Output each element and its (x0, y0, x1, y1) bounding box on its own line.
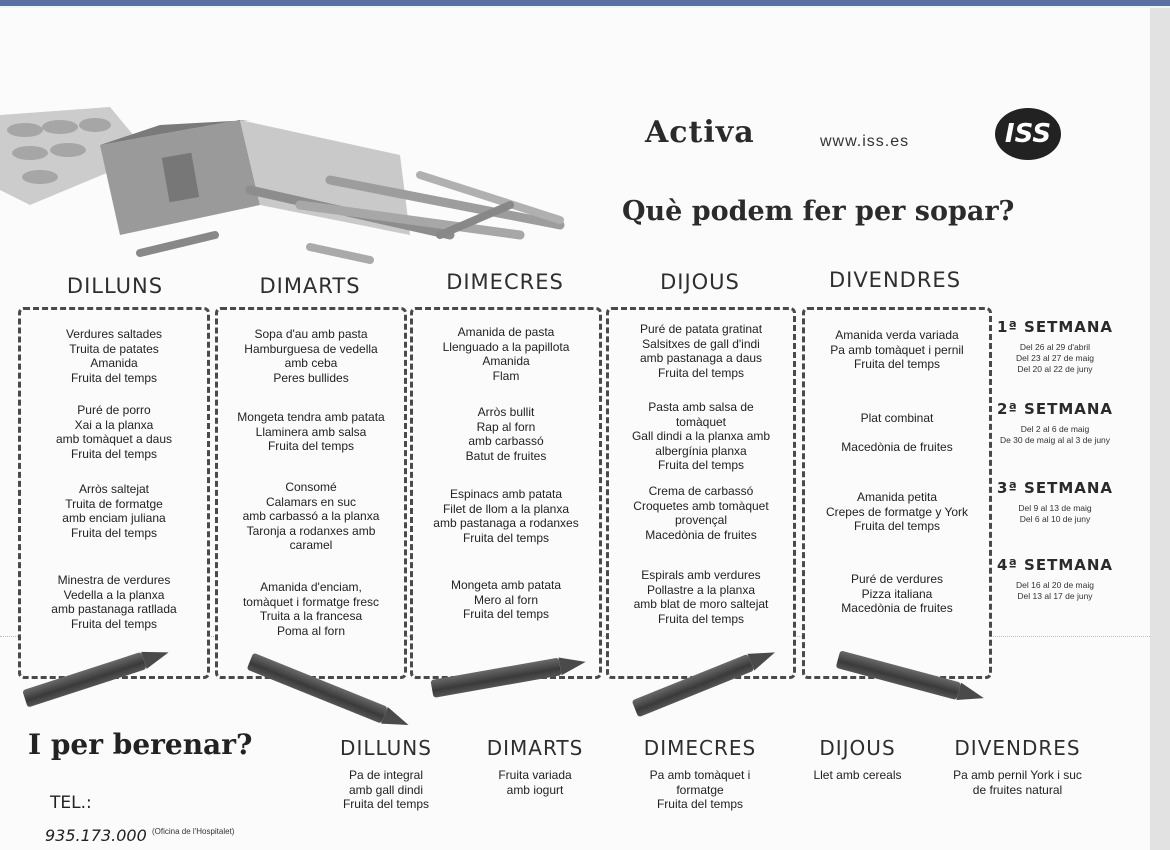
meal-item: Truita a la francesa (259, 609, 363, 623)
meal-block (413, 487, 599, 545)
meal-block (413, 325, 599, 383)
meal-item: Macedònia de fruites (645, 527, 757, 542)
meal-item: amb ceba (284, 356, 338, 370)
meal-item: albergínia planxa (655, 443, 747, 458)
meal-item: amb carbassó a la planxa (242, 509, 380, 523)
week-date-range: Del 2 al 6 de maig (1020, 424, 1090, 434)
meal-item: Pa amb tomàquet i pernil (830, 342, 964, 357)
meal-item: Rap al forn (476, 419, 536, 434)
meal-item: Pizza italiana (861, 586, 933, 601)
snack-column-dijous (800, 736, 915, 783)
meal-item: Amanida (90, 356, 138, 370)
snack-item: Pa amb pernil York i suc (953, 768, 1082, 782)
meal-item: Espinacs amb patata (449, 487, 563, 501)
snack-item: Fruita del temps (342, 797, 430, 811)
week-dates (995, 580, 1115, 602)
website-url: www.iss.es (820, 133, 910, 150)
week-title: 3ª SETMANA (996, 479, 1114, 497)
meal-item: Amanida verda variada (835, 328, 959, 342)
week-title: 1ª SETMANA (996, 318, 1114, 336)
snack-day-header: DILLUNS (340, 736, 432, 760)
meal-item: Fruita del temps (657, 365, 745, 380)
meal-item: Sopa d'au amb pasta (254, 327, 368, 341)
meal-item: Arròs bullit (477, 405, 535, 419)
meal-item: Fruita del temps (70, 616, 158, 631)
meal-item: Fruita del temps (70, 525, 158, 540)
day-header-dimarts: DIMARTS (259, 274, 361, 298)
meal-block (805, 411, 989, 455)
meal-block (413, 578, 599, 622)
meal-item: Pollastre a la planxa (646, 582, 756, 597)
meal-item: amb pastanaga a rodanxes (433, 516, 579, 530)
snack-item: Pa de integral (348, 768, 424, 782)
meal-block (21, 403, 207, 461)
meal-item: Fruita del temps (853, 519, 941, 533)
page-title: Què podem fer per sopar? (622, 196, 1015, 227)
week-date-range: Del 13 al 17 de juny (1017, 591, 1093, 601)
week-legend-2 (995, 400, 1115, 446)
iss-logo: ISS (995, 108, 1061, 160)
week-date-range: Del 16 al 20 de maig (1016, 580, 1094, 590)
snack-column-dimecres (625, 736, 775, 812)
meal-item: Salsitxes de gall d'indi (642, 336, 760, 351)
phone-note: (Oficina de l'Hospitalet) (152, 827, 235, 836)
week-date-range: De 30 de maig al al 3 de juny (999, 435, 1111, 445)
meal-block (609, 400, 793, 473)
meal-item: Llenguado a la papillota (442, 339, 570, 354)
day-box-dilluns (18, 307, 210, 679)
week-legend-1 (995, 318, 1115, 375)
meal-item: Minestra de verdures (57, 573, 171, 587)
snack-day-header: DIVENDRES (954, 736, 1081, 760)
meal-block (805, 328, 989, 372)
meal-item: Amanida petita (856, 490, 938, 504)
meal-item: Macedònia de fruites (841, 440, 953, 454)
meal-item: Plat combinat (860, 411, 934, 425)
meal-item: Gall dindi a la planxa amb (631, 429, 771, 443)
meal-item: Mongeta amb patata (450, 578, 562, 592)
meal-item: Vedella a la planxa (63, 587, 165, 602)
phone-number: 935.173.000 (45, 826, 147, 845)
week-title: 2ª SETMANA (996, 400, 1114, 418)
meal-block (805, 572, 989, 616)
week-legend-4 (995, 556, 1115, 602)
meal-block (21, 482, 207, 540)
snack-item: de fruites natural (972, 782, 1063, 797)
meal-item: Fruita del temps (267, 439, 355, 453)
week-date-range: Del 20 al 22 de juny (1017, 364, 1093, 374)
meal-item: Crepes de formatge y York (825, 504, 969, 519)
snack-column-dimarts (470, 736, 600, 797)
meal-item: Macedònia de fruites (841, 601, 953, 615)
meal-block (609, 322, 793, 380)
meal-item: Taronja a rodanxes amb (246, 523, 376, 538)
brand-logo-activa: Activa (645, 115, 755, 150)
day-box-dimecres (410, 307, 602, 679)
meal-item: amb blat de moro saltejat (633, 597, 769, 611)
meal-item: Amanida d'enciam, (260, 580, 362, 594)
meal-item: Calamars en suc (265, 494, 357, 509)
snack-column-dilluns (326, 736, 446, 812)
meal-item: Puré de verdures (850, 572, 944, 586)
meal-block (21, 573, 207, 631)
week-date-range: Del 6 al 10 de juny (1019, 514, 1091, 524)
meal-item: Filet de llom a la planxa (442, 501, 570, 516)
meal-item: provençal (674, 513, 728, 527)
snack-items (625, 768, 775, 812)
week-title: 4ª SETMANA (996, 556, 1114, 574)
meal-block (21, 327, 207, 385)
meal-item: Puré de porro (77, 403, 151, 417)
week-date-range: Del 23 al 27 de maig (1016, 353, 1094, 363)
meal-item: Amanida (482, 354, 530, 368)
meal-item: Fruita del temps (462, 530, 550, 545)
meal-item: Fruita del temps (657, 611, 745, 626)
day-box-dimarts (215, 307, 407, 679)
meal-item: amb pastanaga a daus (639, 351, 763, 365)
snack-day-header: DIMARTS (486, 736, 584, 760)
snack-item: amb gall dindi (348, 782, 424, 797)
snack-item: Pa amb tomàquet i (649, 768, 751, 782)
meal-block (218, 480, 404, 553)
meal-item: Mongeta tendra amb patata (237, 410, 385, 424)
week-dates (995, 503, 1115, 525)
meal-item: amb enciam juliana (62, 511, 166, 525)
meal-item: amb pastanaga ratllada (51, 602, 177, 616)
meal-item: Fruita del temps (462, 607, 550, 621)
snack-title: I per berenar? (28, 728, 253, 761)
snack-item: formatge (676, 782, 724, 797)
meal-block (218, 327, 404, 385)
crayon-box-illustration (0, 95, 600, 285)
phone-label: TEL.: (50, 793, 92, 813)
snack-day-header: DIMECRES (643, 736, 757, 760)
meal-block (413, 405, 599, 463)
meal-item: tomàquet (675, 414, 727, 429)
meal-item: Amanida de pasta (457, 325, 555, 339)
meal-block (609, 484, 793, 542)
meal-block (609, 568, 793, 626)
meal-item: amb tomàquet a daus (55, 432, 173, 446)
day-header-divendres: DIVENDRES (828, 268, 962, 292)
meal-item: Batut de fruites (465, 448, 547, 463)
snack-items (935, 768, 1100, 797)
meal-item: tomàquet i formatge fresc (242, 594, 380, 609)
meal-item: Llaminera amb salsa (255, 424, 367, 439)
meal-item: Croquetes amb tomàquet (633, 498, 769, 513)
meal-item: Espirals amb verdures (641, 568, 761, 582)
week-date-range: Del 9 al 13 de maig (1018, 503, 1092, 513)
meal-item: Mero al forn (473, 592, 539, 607)
week-dates (995, 424, 1115, 446)
day-box-dijous (606, 307, 796, 679)
snack-item: Fruita variada (498, 768, 572, 782)
snack-item: Fruita del temps (656, 797, 744, 811)
day-box-divendres (802, 307, 992, 679)
meal-item: Fruita del temps (657, 458, 745, 472)
snack-items (800, 768, 915, 783)
meal-item: Crema de carbassó (648, 484, 754, 498)
meal-item: caramel (289, 538, 333, 552)
meal-item: Consomé (285, 480, 337, 494)
sheet-edge (1150, 8, 1170, 850)
day-header-dimecres: DIMECRES (446, 270, 564, 294)
meal-block (218, 410, 404, 454)
snack-items (326, 768, 446, 812)
meal-item (805, 426, 989, 441)
week-legend-3 (995, 479, 1115, 525)
meal-item: Flam (492, 368, 520, 383)
week-dates (995, 342, 1115, 375)
meal-item: Puré de patata gratinat (639, 322, 763, 336)
meal-item: Fruita del temps (70, 370, 158, 385)
meal-block (218, 580, 404, 638)
week-date-range: Del 26 al 29 d'abril (1019, 342, 1091, 352)
snack-item: amb iogurt (506, 782, 564, 797)
meal-item: Peres bullides (273, 370, 349, 385)
snack-day-header: DIJOUS (819, 736, 896, 760)
day-header-dijous: DIJOUS (660, 270, 740, 294)
meal-item: Truita de patates (69, 341, 159, 356)
meal-item: Xai a la planxa (74, 417, 154, 432)
meal-item: Fruita del temps (853, 357, 941, 371)
snack-column-divendres (935, 736, 1100, 797)
meal-block (805, 490, 989, 534)
snack-items (470, 768, 600, 797)
day-header-dilluns: DILLUNS (66, 274, 164, 298)
top-border (0, 0, 1170, 6)
meal-item: Poma al forn (276, 623, 346, 638)
meal-item: Truita de formatge (65, 496, 163, 511)
meal-item: Fruita del temps (70, 446, 158, 461)
meal-item: Hamburguesa de vedella (244, 341, 378, 356)
meal-item: Verdures saltades (65, 327, 163, 341)
snack-item: Llet amb cereals (813, 768, 902, 782)
meal-item: Arròs saltejat (78, 482, 150, 496)
meal-item: amb carbassó (468, 434, 544, 448)
meal-item: Pasta amb salsa de (648, 400, 754, 414)
